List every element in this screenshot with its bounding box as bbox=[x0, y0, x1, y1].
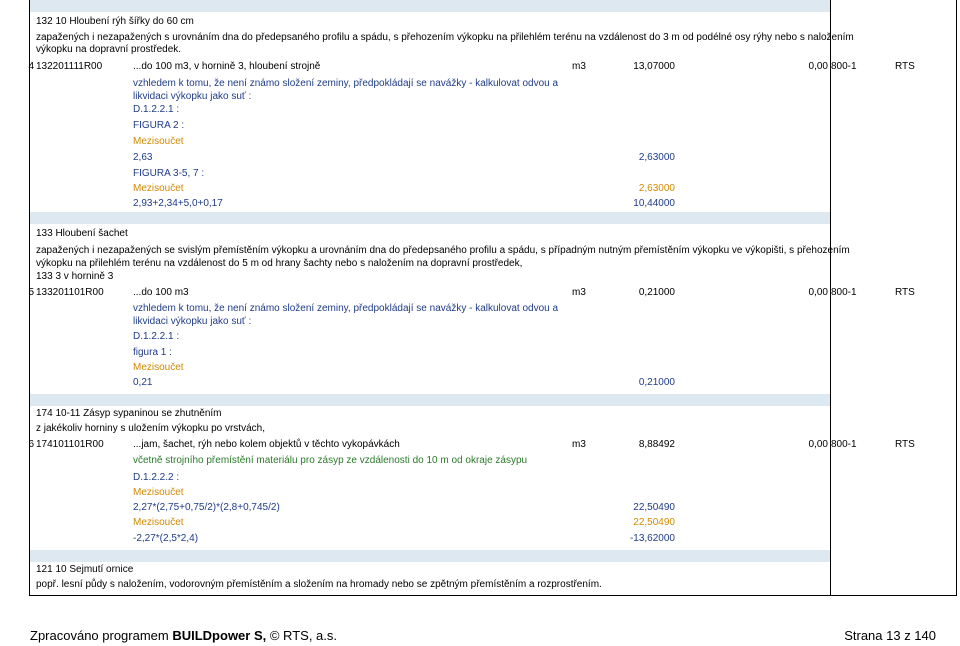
frame-bottom bbox=[29, 595, 957, 596]
figure-label: FIGURA 2 : bbox=[133, 120, 185, 131]
calc-expression: 0,21 bbox=[133, 377, 153, 388]
calc-value: -13,62000 bbox=[629, 533, 675, 544]
item-source: RTS bbox=[895, 61, 915, 72]
subtotal-label: Mezisoučet bbox=[133, 517, 184, 528]
item-note: likvidaci výkopku jako suť : bbox=[133, 91, 252, 102]
item-source: RTS bbox=[895, 287, 915, 298]
section-title: 132 10 Hloubení rýh šířky do 60 cm bbox=[36, 16, 194, 27]
subtotal-value: 22,50490 bbox=[633, 517, 675, 528]
section-desc: popř. lesní půdy s naložením, vodorovným přemístěním a složením na hromady nebo se zpětným přemístěním a rozprostřením. bbox=[36, 579, 602, 590]
item-source: RTS bbox=[895, 439, 915, 450]
section-title: 121 10 Sejmutí ornice bbox=[36, 564, 134, 575]
figure-label: FIGURA 3-5, 7 : bbox=[133, 168, 205, 179]
section-desc: z jakékoliv horniny s uložením výkopku po vrstvách, bbox=[36, 423, 265, 434]
item-note: vzhledem k tomu, že není známo složení zeminy, předpokládají se navážky - kalkulovat odvou a bbox=[133, 303, 559, 314]
item-unit: m3 bbox=[572, 439, 586, 450]
item-price: 0,00 bbox=[808, 287, 828, 298]
section-desc: výkopku na přilehlém terénu na vzdálenost do 5 m od hrany šachty nebo s naložením na dopravní prostředek, bbox=[36, 258, 523, 269]
band-6 bbox=[30, 550, 830, 562]
calc-expression: 2,63 bbox=[133, 152, 153, 163]
section-desc: zapažených i nezapažených s urovnáním dna do předepsaného profilu a spádu, s přehozením výkopku na přilehlém terénu na vzdálenost do 3 m od podélné osy rýhy nebo s naložením bbox=[36, 32, 854, 43]
item-name: ...jam, šachet, rýh nebo kolem objektů v těchto vykopávkách bbox=[133, 439, 400, 450]
footer-credit bbox=[30, 628, 337, 644]
item-name: ...do 100 m3 bbox=[133, 287, 189, 298]
figure-label: figura 1 : bbox=[133, 347, 172, 358]
item-unit: m3 bbox=[572, 287, 586, 298]
item-quantity: 8,88492 bbox=[638, 439, 675, 450]
calc-value: 2,63000 bbox=[638, 152, 675, 163]
item-code: 133201101R00 bbox=[36, 287, 104, 298]
calc-expression: 2,27*(2,75+0,75/2)*(2,8+0,745/2) bbox=[133, 502, 280, 513]
footer-suffix: © RTS, a.s. bbox=[266, 628, 337, 643]
item-price: 0,00 bbox=[808, 439, 828, 450]
item-code2: 800-1 bbox=[831, 439, 857, 450]
calc-expression: -2,27*(2,5*2,4) bbox=[133, 533, 199, 544]
band-5 bbox=[30, 394, 830, 406]
subtotal-label: Mezisoučet bbox=[133, 183, 184, 194]
item-number: 4 bbox=[28, 61, 34, 72]
section-desc: zapažených i nezapažených se svislým přemístěním výkopku a urovnáním dna do předepsaného profilu a spádu, s případným nutným přemístěním výkopku ve výkopišti, s přehozením bbox=[36, 245, 850, 256]
item-note: likvidaci výkopku jako suť : bbox=[133, 316, 252, 327]
subtotal-label: Mezisoučet bbox=[133, 362, 184, 373]
page-number: Strana 13 z 140 bbox=[844, 628, 936, 643]
item-ref: D.1.2.2.1 : bbox=[133, 331, 180, 342]
item-note: včetně strojního přemístění materiálu pro zásyp ze vzdálenosti do 10 m od okraje zásypu bbox=[133, 455, 528, 466]
footer-program: BUILDpower S, bbox=[172, 628, 267, 643]
item-number: 6 bbox=[28, 439, 34, 450]
section-desc: 133 3 v hornině 3 bbox=[36, 271, 114, 282]
item-unit: m3 bbox=[572, 61, 586, 72]
item-code: 132201111R00 bbox=[36, 61, 103, 72]
item-ref: D.1.2.2.2 : bbox=[133, 472, 180, 483]
subtotal-label: Mezisoučet bbox=[133, 136, 184, 147]
calc-value: 10,44000 bbox=[633, 198, 675, 209]
subtotal-label: Mezisoučet bbox=[133, 487, 184, 498]
footer-prefix: Zpracováno programem bbox=[30, 628, 173, 643]
item-price: 0,00 bbox=[808, 61, 828, 72]
item-code2: 800-1 bbox=[831, 61, 857, 72]
item-name: ...do 100 m3, v hornině 3, hloubení strojně bbox=[133, 61, 321, 72]
item-code2: 800-1 bbox=[831, 287, 857, 298]
section-title: 133 Hloubení šachet bbox=[36, 228, 128, 239]
item-number: 5 bbox=[28, 287, 34, 298]
section-title: 174 10-11 Zásyp sypaninou se zhutněním bbox=[36, 408, 222, 419]
item-code: 174101101R00 bbox=[36, 439, 104, 450]
calc-value: 22,50490 bbox=[633, 502, 675, 513]
frame-right bbox=[956, 0, 957, 596]
section-desc: výkopku na dopravní prostředek. bbox=[36, 44, 182, 55]
calc-value: 0,21000 bbox=[638, 377, 675, 388]
item-ref: D.1.2.2.1 : bbox=[133, 104, 180, 115]
item-quantity: 0,21000 bbox=[638, 287, 675, 298]
band-top bbox=[30, 0, 830, 12]
subtotal-value: 2,63000 bbox=[638, 183, 675, 194]
item-quantity: 13,07000 bbox=[633, 61, 675, 72]
band-4 bbox=[30, 212, 830, 224]
calc-expression: 2,93+2,34+5,0+0,17 bbox=[133, 198, 223, 209]
item-note: vzhledem k tomu, že není známo složení zeminy, předpokládají se navážky - kalkulovat odvou a bbox=[133, 78, 559, 89]
